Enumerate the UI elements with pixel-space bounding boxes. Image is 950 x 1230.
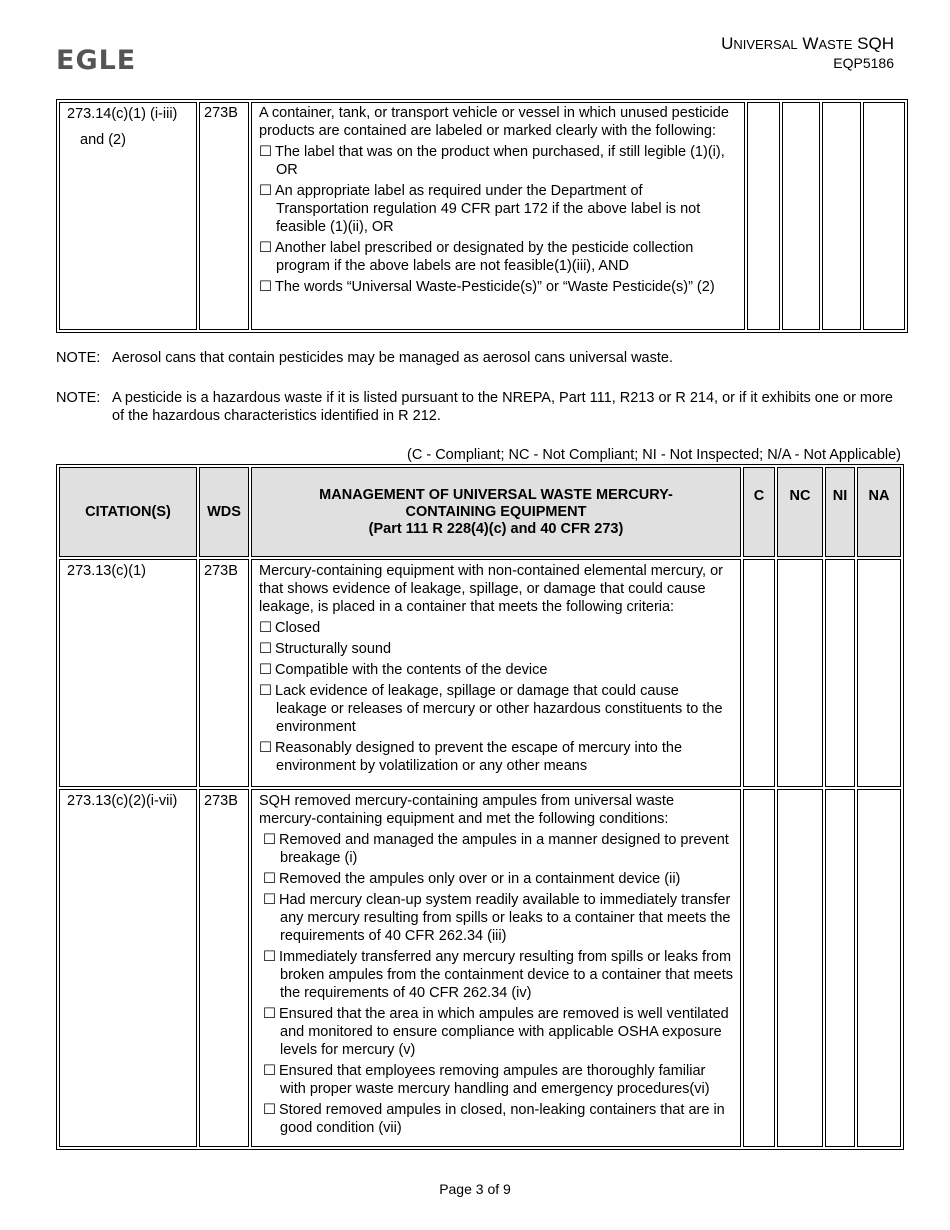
table-row: [59, 559, 901, 787]
mercury-equipment-table: [56, 464, 904, 1150]
egle-logo: [56, 45, 136, 73]
wds-cell: 273B: [199, 559, 249, 787]
requirement-cell: SQH removed mercury-containing ampules from universal waste mercury-containing equipment and met the following conditions: ☐ Removed and managed the ampules in a manner designed to prevent breakage (i) ☐ Removed the ampules only over or in a containment device (ii) ☐ Had mercury clean-up system readily available to immediately transfer any mercury resulting from spills or leaks to a container that meets the requirements of 40 CFR 262.34 (iii) ☐ Immediately transferred any mercury resulting from spills or leaks from broken ampules from the containment device to a container that meets the requirements of 40 CFR 262.34 (iv) ☐ Ensured that the area in which ampules are removed is well ventilated and monitored to ensure compliance with applicable OSHA exposure levels for mercury (v) ☐ Ensured that employees removing ampules are thoroughly familiar with proper waste mercury handling and emergency procedures(vi) ☐ Stored removed ampules in closed, non-leaking containers that are in good condition (vii): [251, 789, 741, 1147]
checklist-item[interactable]: ☐ Another label prescribed or designated by the pesticide collection program if the above labels are not feasible(1)(iii), AND: [259, 240, 694, 274]
checklist-item[interactable]: ☐ Structurally sound: [259, 641, 392, 657]
nc-cell[interactable]: [777, 789, 823, 1147]
document-title: UNIVERSAL WASTE SQH: [721, 34, 894, 53]
checklist-item[interactable]: ☐ Reasonably designed to prevent the escape of mercury into the environment by volatilization or any other means: [259, 740, 683, 774]
nc-cell[interactable]: [782, 102, 820, 330]
checklist-item[interactable]: ☐ Stored removed ampules in closed, non-leaking containers that are in good condition (vii): [263, 1102, 725, 1136]
nc-header: NC: [777, 467, 823, 557]
section-title-header: MANAGEMENT OF UNIVERSAL WASTE MERCURY- CONTAINING EQUIPMENT (Part 111 R 228(4)(c) and 40 CFR 273): [251, 467, 741, 557]
checkbox-icon: ☐: [259, 183, 272, 199]
compliance-legend: (C - Compliant; NC - Not Compliant; NI - Not Inspected; N/A - Not Applicable): [407, 447, 901, 463]
na-cell[interactable]: [863, 102, 905, 330]
checkbox-icon: ☐: [259, 240, 272, 256]
wds-header: WDS: [199, 467, 249, 557]
checkbox-icon: ☐: [263, 1006, 276, 1022]
na-cell[interactable]: [857, 789, 901, 1147]
checkbox-icon: ☐: [263, 949, 276, 965]
wds-cell: 273B: [199, 102, 249, 330]
checklist-item[interactable]: ☐ Immediately transferred any mercury resulting from spills or leaks from broken ampules from the containment device to a container that meets the requirements of 40 CFR 262.34 (iv): [263, 949, 733, 1001]
note-hazardous-pesticide: NOTE: A pesticide is a hazardous waste if it is listed pursuant to the NREPA, Part 111, R213 or R 214, or if it exhibits one or more of the hazardous characteristics identified in R 212.: [56, 390, 893, 424]
nc-cell[interactable]: [777, 559, 823, 787]
note-aerosol: NOTE: Aerosol cans that contain pesticides may be managed as aerosol cans universal waste.: [56, 350, 673, 366]
table-row: [59, 102, 905, 330]
c-cell[interactable]: [743, 789, 775, 1147]
citation-cell: 273.14(c)(1) (i-iii) and (2): [59, 102, 197, 330]
checklist-item[interactable]: ☐ An appropriate label as required under the Department of Transportation regulation 49 CFR part 172 if the above label is not feasible (1)(ii), OR: [259, 183, 701, 235]
c-header: C: [743, 467, 775, 557]
checklist-item[interactable]: ☐ Removed and managed the ampules in a manner designed to prevent breakage (i): [263, 832, 729, 866]
checklist-item[interactable]: ☐ The label that was on the product when purchased, if still legible (1)(i), OR: [259, 144, 725, 178]
checklist-item[interactable]: ☐ Ensured that employees removing ampules are thoroughly familiar with proper waste mercury handling and emergency procedures(vi): [263, 1063, 710, 1097]
ni-cell[interactable]: [825, 789, 855, 1147]
checkbox-icon: ☐: [259, 279, 272, 295]
checklist-item[interactable]: ☐ Compatible with the contents of the device: [259, 662, 548, 678]
citation-cell: 273.13(c)(2)(i-vii): [59, 789, 197, 1147]
checkbox-icon: ☐: [263, 892, 276, 908]
checkbox-icon: ☐: [259, 683, 272, 699]
checkbox-icon: ☐: [259, 620, 272, 636]
page-number: Page 3 of 9: [439, 1181, 511, 1197]
ni-cell[interactable]: [825, 559, 855, 787]
checkbox-icon: ☐: [259, 144, 272, 160]
checkbox-icon: ☐: [259, 740, 272, 756]
checkbox-icon: ☐: [263, 1063, 276, 1079]
ni-header: NI: [825, 467, 855, 557]
table-row: [59, 789, 901, 1147]
na-header: NA: [857, 467, 901, 557]
citation-header: CITATION(S): [59, 467, 197, 557]
na-cell[interactable]: [857, 559, 901, 787]
checkbox-icon: ☐: [263, 871, 276, 887]
document-header: [721, 34, 894, 72]
checklist-item[interactable]: ☐ The words “Universal Waste-Pesticide(s)” or “Waste Pesticide(s)” (2): [259, 279, 715, 295]
checklist-item[interactable]: ☐ Had mercury clean-up system readily available to immediately transfer any mercury resulting from spills or leaks to a container that meets the requirements of 40 CFR 262.34 (iii): [263, 892, 731, 944]
requirement-cell: A container, tank, or transport vehicle or vessel in which unused pesticide products are contained are labeled or marked clearly with the following: ☐ The label that was on the product when purchased, if still legible (1)(i), OR ☐ An appropriate label as required under the Department of Transportation regulation 49 CFR part 172 if the above label is not feasible (1)(ii), OR ☐ Another label prescribed or designated by the pesticide collection program if the above labels are not feasible(1)(iii), AND ☐ The words “Universal Waste-Pesticide(s)” or “Waste Pesticide(s)” (2): [251, 102, 745, 330]
citation-cell: 273.13(c)(1): [59, 559, 197, 787]
checklist-item[interactable]: ☐ Ensured that the area in which ampules are removed is well ventilated and monitored to ensure compliance with applicable OSHA exposure levels for mercury (v): [263, 1006, 729, 1058]
svg-text:EGLE: EGLE: [56, 45, 136, 73]
checklist-item[interactable]: ☐ Lack evidence of leakage, spillage or damage that could cause leakage or releases of mercury or other hazardous constituents to the environment: [259, 683, 723, 735]
checkbox-icon: ☐: [259, 662, 272, 678]
checkbox-icon: ☐: [263, 832, 276, 848]
checkbox-icon: ☐: [263, 1102, 276, 1118]
wds-cell: 273B: [199, 789, 249, 1147]
checklist-item[interactable]: ☐ Closed: [259, 620, 321, 636]
c-cell[interactable]: [743, 559, 775, 787]
form-code: EQP5186: [833, 55, 894, 71]
pesticide-labeling-table: [56, 99, 908, 333]
table-header-row: [59, 467, 901, 557]
c-cell[interactable]: [747, 102, 780, 330]
checkbox-icon: ☐: [259, 641, 272, 657]
checklist-item[interactable]: ☐ Removed the ampules only over or in a containment device (ii): [263, 871, 681, 887]
requirement-cell: Mercury-containing equipment with non-contained elemental mercury, or that shows evidence of leakage, spillage, or damage that could cause leakage, is placed in a container that meets the following criteria: ☐ Closed ☐ Structurally sound ☐ Compatible with the contents of the device ☐ Lack evidence of leakage, spillage or damage that could cause leakage or releases of mercury or other hazardous constituents to the environment ☐ Reasonably designed to prevent the escape of mercury into the environment by volatilization or any other means: [251, 559, 741, 787]
ni-cell[interactable]: [822, 102, 861, 330]
